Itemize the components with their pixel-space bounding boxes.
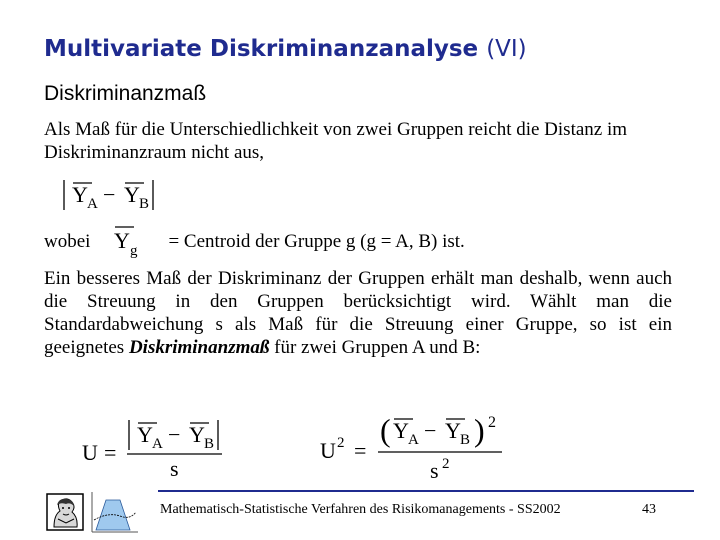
formula-symbol: 2 — [488, 414, 496, 431]
formula-centroid — [106, 224, 146, 262]
paragraph-distance: Als Maß für die Unterschiedlichkeit von zwei Gruppen reicht die Distanz im Diskriminanzraum nicht aus, — [44, 119, 628, 163]
slide-title-main: Multivariate Diskriminanzanalyse — [44, 36, 479, 62]
page-number: 43 — [642, 502, 656, 517]
formula-symbol: s — [430, 458, 439, 483]
formula-symbol: ) — [474, 412, 485, 448]
formula-symbol: Y — [445, 418, 461, 443]
paragraph-text-end: für zwei Gruppen A und B: — [274, 337, 481, 358]
formula-symbol: A — [152, 436, 163, 452]
formula-u — [80, 414, 240, 484]
formula-symbol: g — [130, 243, 138, 259]
formula-symbol: ( — [380, 412, 391, 448]
centroid-description: = Centroid der Gruppe g (g = A, B) ist. — [168, 231, 465, 252]
formula-symbol: U — [82, 440, 98, 465]
formula-symbol: = — [354, 438, 367, 463]
formula-symbol: B — [139, 196, 150, 212]
formula-symbol: s — [170, 456, 179, 481]
formula-symbol: Y — [137, 422, 153, 447]
footer-rule — [158, 490, 694, 492]
paragraph-text-start: Ein besseres Maß der Diskriminanz der Gruppen erhält man deshalb, wenn auch die Streuung in den Gruppen berücksichtigt wird. Wählt man die Standardabweichung s als Maß für die Streuung einer Gruppe, so ist ein geeignetes — [44, 268, 672, 358]
formula-symbol: = — [104, 440, 117, 465]
slide-subtitle: Diskriminanzmaß — [44, 82, 207, 105]
formula-symbol: U — [320, 438, 336, 463]
formula-symbol: Y — [189, 422, 205, 447]
formula-symbol: − — [168, 422, 181, 447]
formula-symbol: 2 — [442, 456, 450, 472]
portrait-logo — [46, 493, 86, 533]
formula-symbol: − — [103, 182, 116, 207]
formula-symbol: B — [460, 432, 471, 448]
formula-symbol: Y — [72, 182, 88, 207]
formula-symbol: Y — [114, 228, 130, 253]
formula-symbol: A — [87, 196, 98, 212]
distribution-curve-icon — [90, 490, 140, 536]
formula-symbol: − — [424, 418, 437, 443]
formula-symbol: Y — [124, 182, 140, 207]
emphasized-term: Diskriminanzmaß — [128, 337, 270, 358]
paragraph-discriminant-measure — [44, 267, 672, 359]
wobei-label: wobei — [44, 231, 91, 252]
slide-title — [44, 36, 527, 62]
footer-text: Mathematisch-Statistische Verfahren des Risikomanagements - SS2002 — [160, 502, 561, 517]
formula-symbol: A — [408, 432, 419, 448]
formula-symbol: 2 — [337, 435, 345, 451]
formula-u-squared — [318, 408, 518, 488]
slide-title-suffix: (VI) — [486, 36, 527, 62]
formula-symbol: Y — [393, 418, 409, 443]
formula-symbol: B — [204, 436, 215, 452]
formula-distance — [60, 176, 170, 216]
